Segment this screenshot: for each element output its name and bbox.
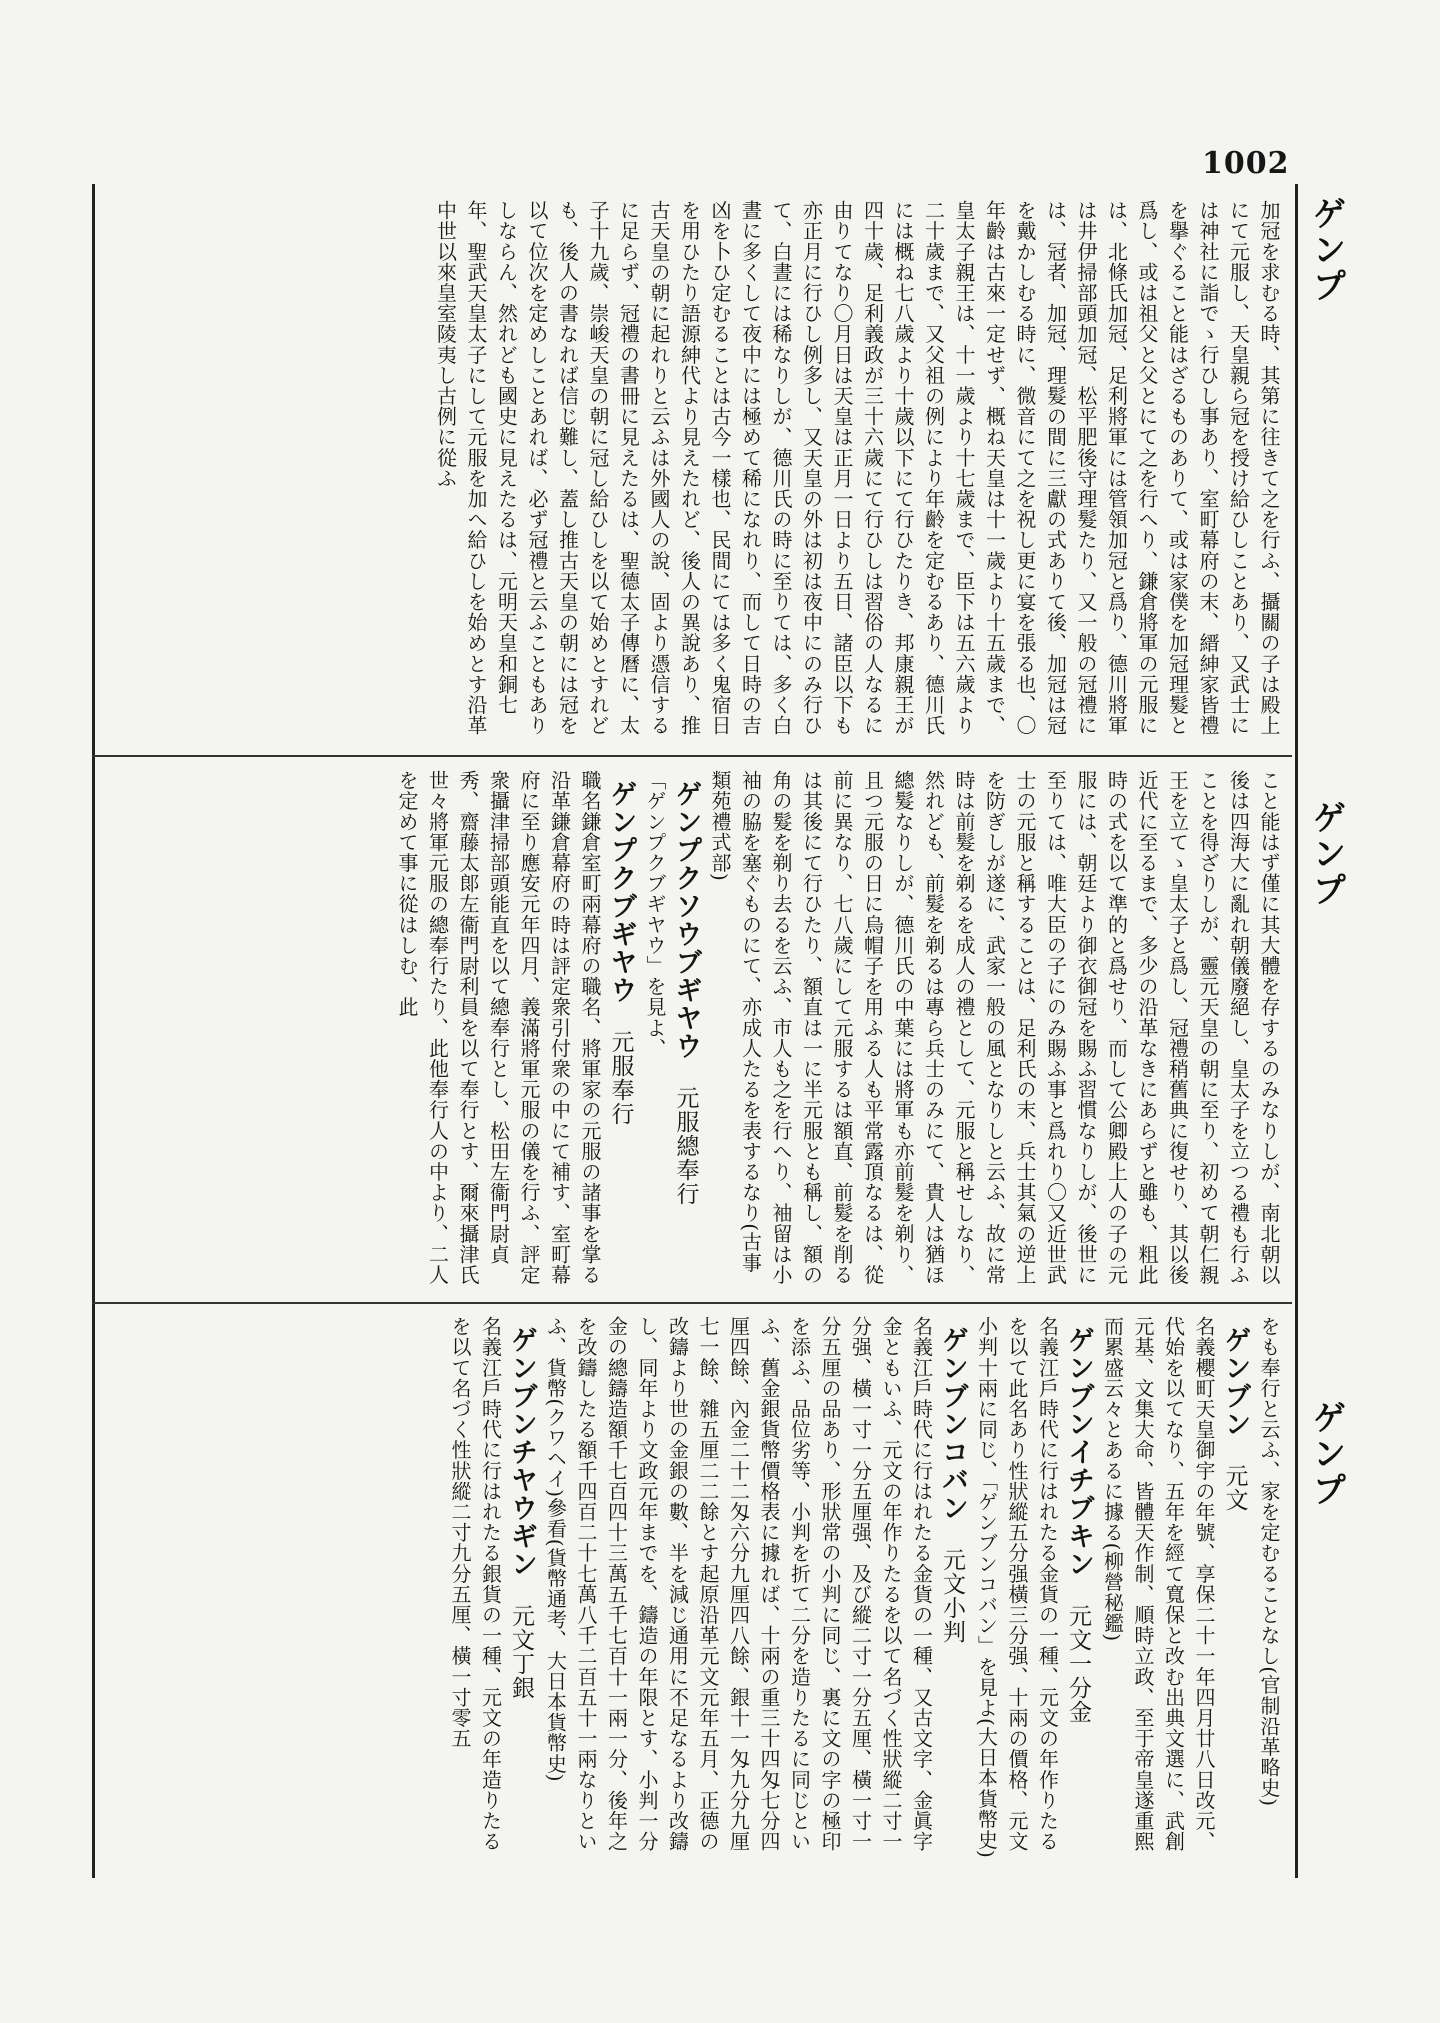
section-divider-bottom xyxy=(92,1302,1292,1304)
entry-text: 加冠を求むる時、其第に往きて之を行ふ、攝關の子は殿上にて元服し、天皇親ら冠を授け給ひしことあり、又武士には神社に詣でゝ行ひし事あり、室町幕府の末、縉紳家皆禮を擧ぐること能はざるものありて、或は家僕を加冠理髮と爲し、或は祖父と父とにて之を行へり、鎌倉將軍の元服には、北條氏加冠、足利將軍には管領加冠と爲り、德川將軍は井伊掃部頭加冠、松平肥後守理髮たり、又一般の冠禮には、冠者、加冠、理髮の間に三獻の式ありて後、加冠は冠を戴かしむる時に、微音にて之を祝し更に宴を張る也、〇年齡は古來一定せず、概ね天皇は十一歲より十五歲まで、皇太子親王は、十一歲より十七歲まで、臣下は五六歲より二十歲まで、又父祖の例により年齡を定むるあり、德川氏には概ね七八歲より十歲以下にて行ひたりき、邦康親王が四十歲、足利義政が三十六歲にて行ひしは習俗の人なるに由りてなり〇月日は天皇は正月一日より五日、諸臣以下も亦正月に行ひし例多し、又天皇の外は初は夜中にのみ行ひて、白晝には稀なりしが、德川氏の時に至りては、多く白晝に多くして夜中には極めて稀になれり、而して日時の吉凶を卜ひ定むることは古今一樣也、民間にては多く鬼宿日を用ひたり語源紳代より見えたれど、後人の異說あり、推古天皇の朝に起れりと云ふは外國人の說、固より憑信するに足らず、冠禮の書冊に見えたるは、聖德太子傳曆に、太子十九歲、崇峻天皇の朝に冠し給ひしを以て始めとすれども、後人の書なれば信じ難し、蓋し推古天皇の朝には冠を以て位次を定めしことあれば、必ず冠禮と云ふこともありしならん、然れども國史に見えたるは、元明天皇和銅七年、聖武天皇太子にして元服を加へ給ひしを始めとす沿革中世以來皇室陵夷し古例に從ふ xyxy=(433,200,1281,736)
entry-text: 職名鎌倉室町兩幕府の職名、將軍家の元服の諸事を掌る沿革鎌倉幕府の時は評定衆引付衆の中にて補す、室町幕府に至り應安元年四月、義滿將軍元服の儀を行ふ、評定衆攝津掃部頭能直を以て總奉行とし、松田左衞門尉貞秀、齋藤太郞左衞門尉利員を以て奉行とす、爾來攝津氏世々將軍元服の總奉行たり、此他奉行人の中より、二人を定めて事に從はしむ、此 xyxy=(395,770,602,1285)
entry-text: 名義江戶時代に行はれたる金貨の一種、又古文字、金眞字金ともいふ、元文の年作りたるを以て名づく性狀縱二寸一分强、橫一寸一分五厘强、及び縱二寸一分五厘、橫一寸一分五厘の品あり、形狀常の小判に同じ、裏に文の字の極印を添ふ、品位劣等、小判を折て二分を造りたるに同じといふ、舊金銀貨幣價格表に據れば、十兩の重三十四匁七分四厘四餘、內金二十二匁六分九厘四八餘、銀十一匁九分九厘七一餘、雜五厘二二餘とす起原沿革元文元年五月、正德の改鑄より世の金銀の數、半を減じ通用に不足なるより改鑄し、同年より文政元年までを、鑄造の年限とす、小判一分金の總鑄造額千七百四十三萬五千七百十一兩一分、後年之を改鑄したる額千四百二十七萬八千二百五十一兩なりといふ、貨幣(クワヘイ)參看(貨幣通考、大日本貨幣史) xyxy=(543,1316,934,1852)
entry-genpuku-bugyo xyxy=(392,770,636,1292)
running-head-bottom: ゲンプ xyxy=(1306,1400,1346,1508)
entry-head: ゲンプクソウブギヤウ元服總奉行 xyxy=(670,780,702,1206)
page-number: 1002 xyxy=(1202,146,1290,181)
entry-genpuku-sobugyo xyxy=(640,770,701,1292)
entry-head: ゲンブンコバン元文小判 xyxy=(937,1326,968,1644)
entry-text: 名義櫻町天皇御宇の年號、享保二十一年四月廿八日改元、代始を以てなり、五年を經て寬保と改む出典文選に、武創元基、文集大命、皆體天作制、順時立政、至于帝皇遂重熙而累盛云々とあるに據る(柳營秘鑑) xyxy=(1100,1316,1216,1852)
section-divider-top xyxy=(92,755,1292,757)
entry-text: 名義江戶時代に行はれたる金貨の一種、元文の年作りたるを以て此名あり性狀縱五分强橫三分强、十兩の價格、元文小判十兩に同じ、「ゲンブンコバン」を見よ(大日本貨幣史) xyxy=(974,1316,1060,1859)
entry-genbun-koban xyxy=(540,1316,967,1872)
section-middle xyxy=(112,770,1284,1292)
section-top xyxy=(112,200,1284,746)
entry-text: 名義江戶時代に行はれたる銀貨の一種、元文の年造りたるを以て名づく性狀縱二寸九分五厘、橫一寸零五 xyxy=(448,1316,503,1852)
section-bottom xyxy=(112,1316,1284,1872)
entry-continuation: こと能はず僅に其大體を存するのみなりしが、南北朝以後は四海大に亂れ朝儀廢絕し、皇太子を立つる禮も行ふことを得ざりしが、靈元天皇の朝に至り、初めて朝仁親王を立てゝ皇太子と爲し、冠禮稍舊典に復せり、其以後近代に至るまで、多少の沿革なきにあらずと雖も、粗此時の式を以て準的と爲せり、而して公卿殿上人の子の元服には、朝廷より御衣御冠を賜ふ習慣なりしが、後世に至りては、唯大臣の子にのみ賜ふ事と爲れり〇又近世武士の元服と稱することは、足利氏の末、兵士其氣の逆上を防ぎしが遂に、武家一般の風となりしと云ふ、故に常時は前髮を剃るを成人の禮として、元服と稱せしなり、然れども、前髮を剃るは專ら兵士のみにて、貴人は猶ほ總髮なりしが、德川氏の中葉には將軍も亦前髮を剃り、且つ元服の日に烏帽子を用ふる人も平常露頂なるは、從前に異なり、七八歲にして元服するは額直、前髮を削るは其後にて行ひたり、額直は一に半元服とも稱し、額の角の髮を剃り去るを云ふ、市人も之を行へり、袖留は小袖の脇を塞ぐものにて、亦成人たるを表するなり(古事類苑禮式部) xyxy=(708,770,1281,1285)
entry-genbun xyxy=(1097,1316,1250,1872)
entry-head: ゲンブン元文 xyxy=(1219,1326,1251,1512)
entry-head: ゲンプクブギヤウ元服奉行 xyxy=(605,780,637,1126)
entry-head: ゲンブンチヤウギン元文丁銀 xyxy=(506,1326,537,1700)
entry-continuation: をも奉行と云ふ、家を定むることなし(官制沿革略史) xyxy=(1257,1316,1281,1807)
entry-head: ゲンブンイチブキン元文一分金 xyxy=(1063,1326,1094,1724)
entry-genbun-ichibukin xyxy=(971,1316,1093,1872)
running-head-middle: ゲンプ xyxy=(1306,800,1346,908)
running-head-top: ゲンプ xyxy=(1306,196,1346,304)
entry-text: 「ゲンプクブギヤウ」を見よ、 xyxy=(643,770,667,1059)
entry-genbun-chogin xyxy=(445,1316,537,1872)
